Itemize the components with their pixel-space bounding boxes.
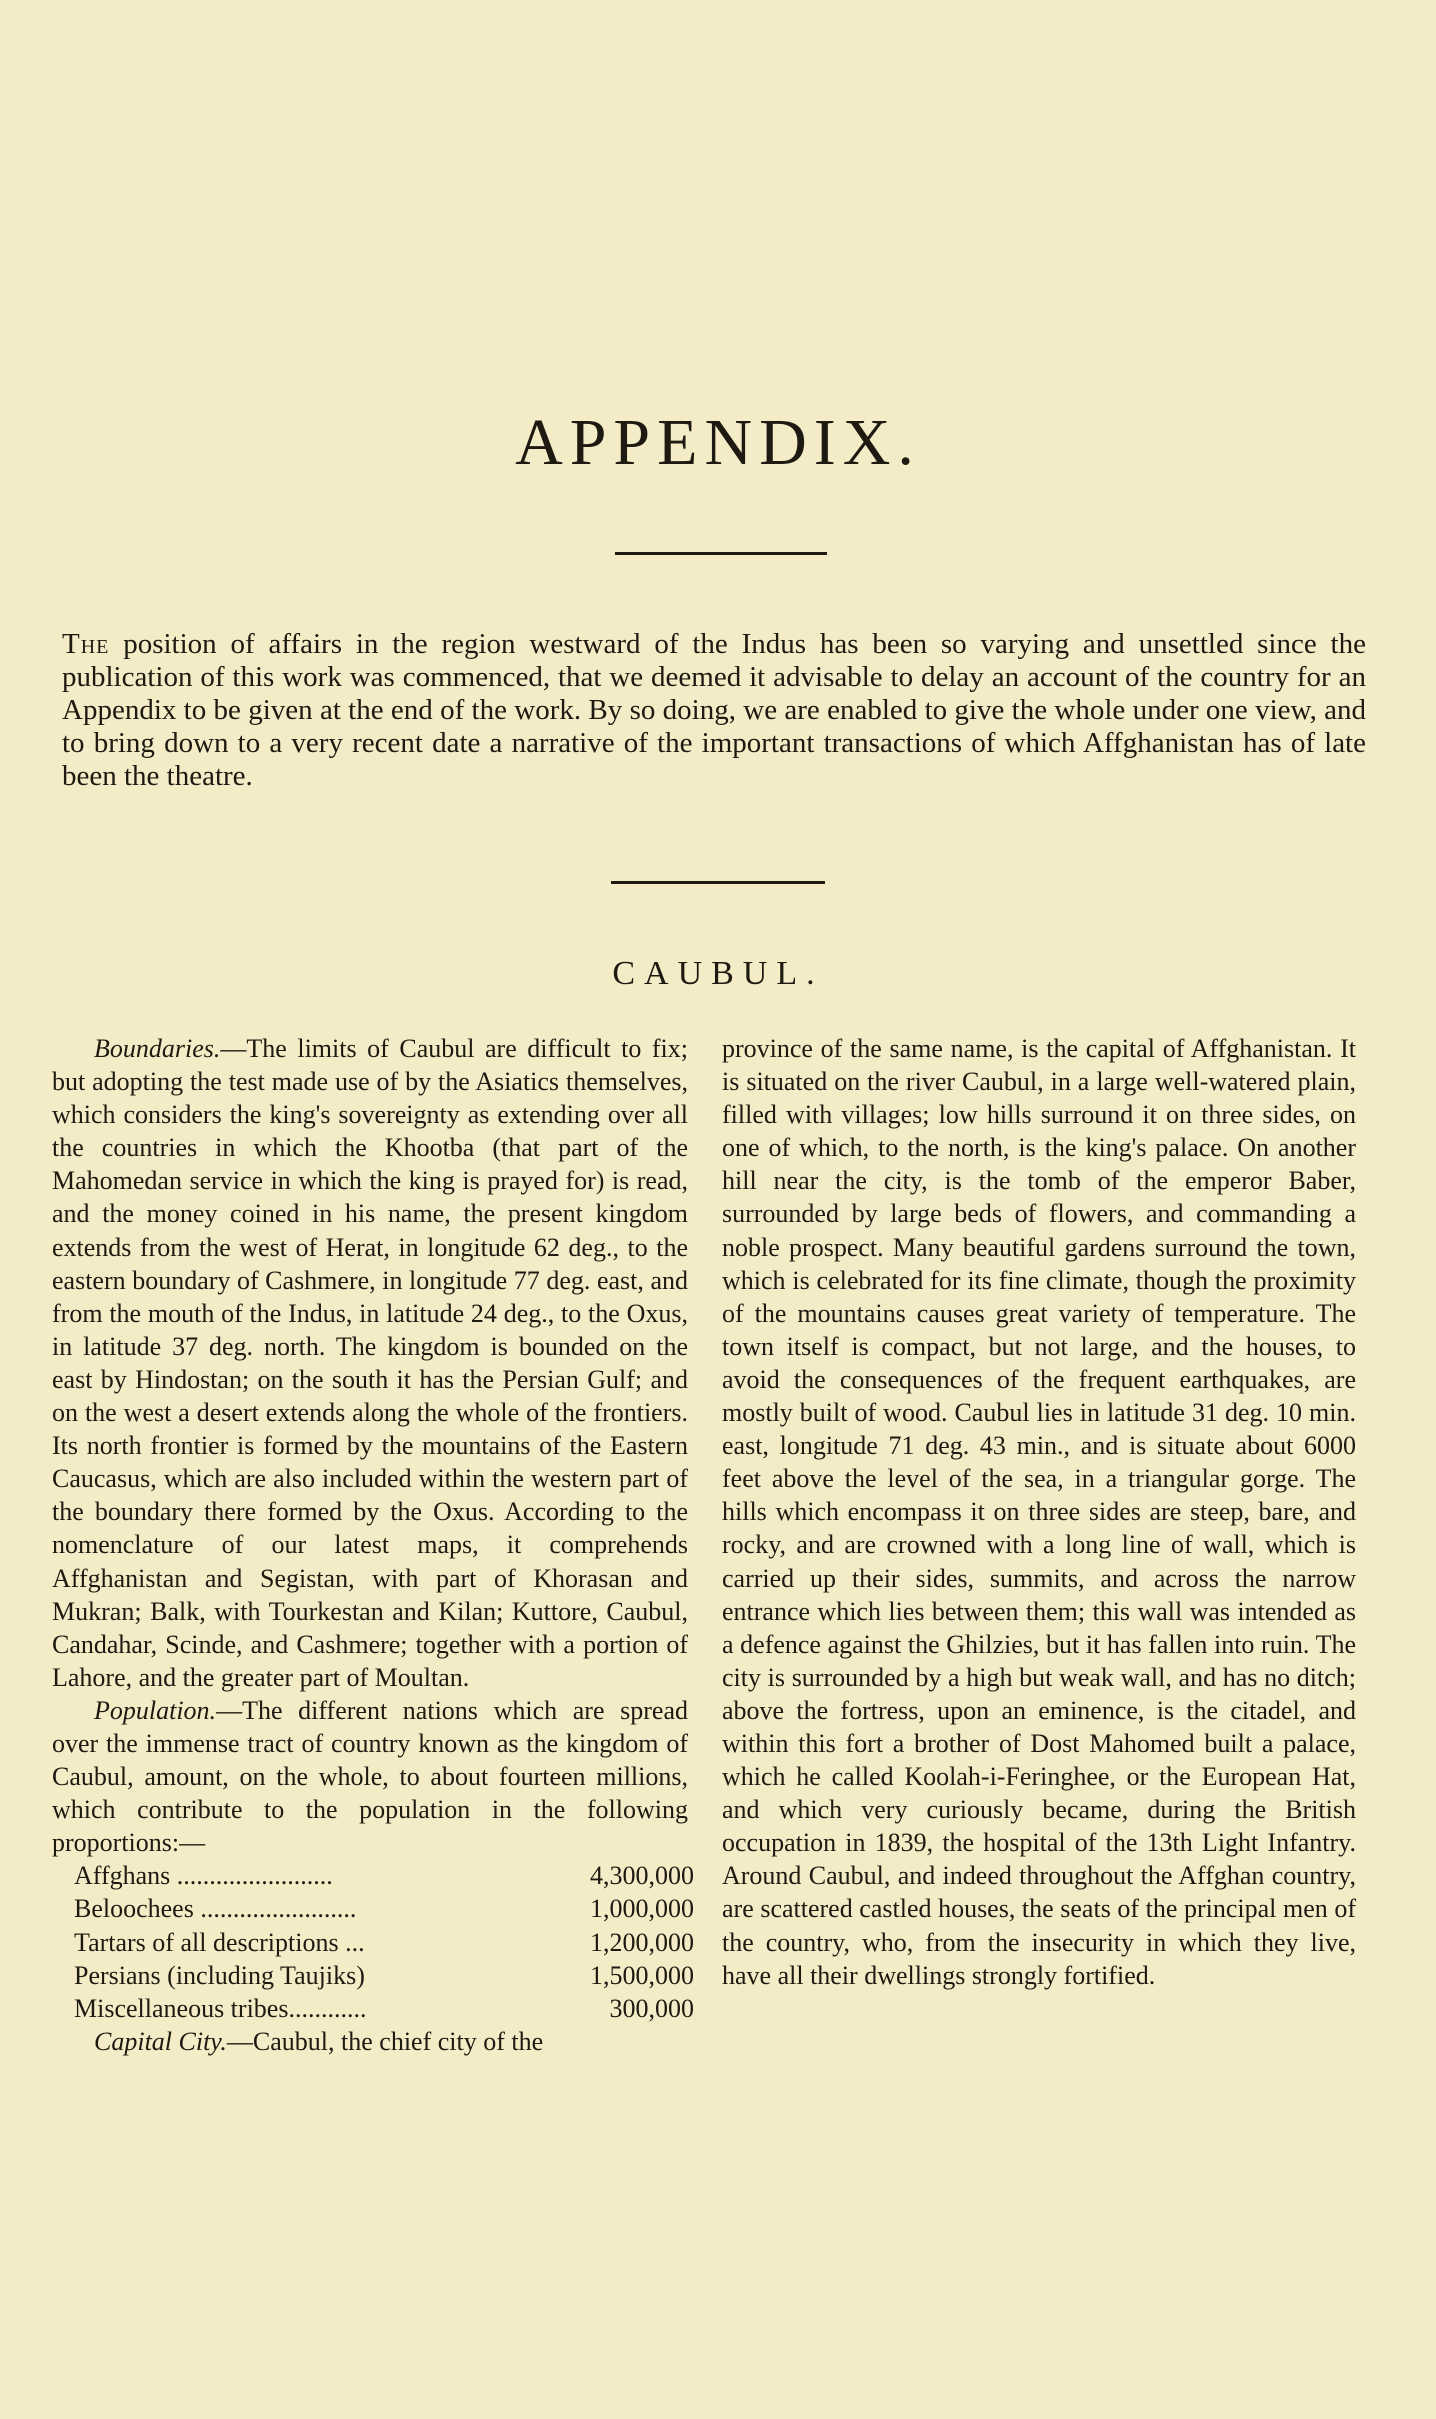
- population-text: —The different nations which are spread over the immense tract of country known as the kingdom of Caubul, amount, on the whole, to about fourteen millions, which contribute to the population in the following proportions:—: [52, 1695, 688, 1858]
- section-rule: [611, 881, 825, 884]
- population-value: 1,000,000: [590, 1894, 694, 1924]
- population-value: 1,500,000: [590, 1960, 694, 1990]
- population-paragraph: [52, 1694, 688, 1859]
- boundaries-text: —The limits of Caubul are difficult to fix; but adopting the test made use of by the Asiatics themselves, which considers the king's sovereignty as extending over all the countries in which the Khootba (that part of the Mahomedan service in which the king is prayed for) is read, and the money coined in his name, the present kingdom extends from the west of Herat, in longitude 62 deg., to the eastern boundary of Cashmere, in longitude 77 deg. east, and from the mouth of the Indus, in latitude 24 deg., to the Oxus, in latitude 37 deg. north. The kingdom is bounded on the east by Hindostan; on the south it has the Persian Gulf; and on the west a desert extends along the whole of the frontiers. Its north frontier is formed by the mountains of the Eastern Caucasus, which are also included within the western part of the boundary there formed by the Oxus. According to the nomenclature of our latest maps, it comprehends Affghanistan and Segistan, with part of Khorasan and Mukran; Balk, with Tourkestan and Kilan; Kuttore, Caubul, Candahar, Scinde, and Cashmere; together with a portion of Lahore, and the greater part of Moultan.: [52, 1034, 688, 1692]
- population-value: 1,200,000: [590, 1927, 694, 1957]
- table-row: [74, 1992, 694, 2025]
- population-label: Beloochees ........................: [74, 1894, 357, 1924]
- population-value: 4,300,000: [590, 1861, 694, 1891]
- capital-paragraph-continued: province of the same name, is the capital of Affghanistan. It is situated on the river Caubul, in a large well-watered plain, filled with villages; low hills surround it on three sides, on one of which, to the north, is the king's palace. On another hill near the city, is the tomb of the emperor Baber, surrounded by large beds of flowers, and commanding a noble prospect. Many beautiful gardens surround the town, which is celebrated for its fine climate, though the proximity of the mountains causes great variety of temperature. The town itself is compact, but not large, and the houses, to avoid the consequences of the frequent earthquakes, are mostly built of wood. Caubul lies in latitude 31 deg. 10 min. east, longitude 71 deg. 43 min., and is situate about 6000 feet above the level of the sea, in a triangular gorge. The hills which encompass it on three sides are steep, bare, and rocky, and are crowned with a long line of wall, which is carried up their sides, summits, and across the narrow entrance which lies between them; this wall was intended as a defence against the Ghilzies, but it has fallen into ruin. The city is surrounded by a high but weak wall, and has no ditch; above the fortress, upon an eminence, is the citadel, and within this fort a brother of Dost Mahomed built a palace, which he called Koolah-i-Feringhee, or the European Hat, and which very curiously became, during the British occupation in 1839, the hospital of the 13th Light Infantry. Around Caubul, and indeed throughout the Affghan country, are scattered castled houses, the seats of the principal men of the country, who, from the insecurity in which they live, have all their dwellings strongly fortified.: [722, 1034, 1356, 1990]
- population-value: 300,000: [609, 1993, 694, 2023]
- title-rule: [615, 552, 827, 555]
- page-title: APPENDIX.: [515, 406, 921, 479]
- table-row: [74, 1859, 694, 1892]
- population-label: Affghans ........................: [74, 1861, 333, 1891]
- population-label: Miscellaneous tribes............: [74, 1993, 367, 2023]
- table-row: [74, 1926, 694, 1959]
- boundaries-paragraph: [52, 1032, 688, 1694]
- population-label: Persians (including Taujiks): [74, 1960, 365, 1990]
- population-label: Tartars of all descriptions ...: [74, 1927, 365, 1957]
- intro-lead: The: [62, 628, 110, 660]
- capital-text-start: —Caubul, the chief city of the: [226, 2026, 544, 2056]
- right-column: [722, 1032, 1356, 1992]
- table-row: [74, 1959, 694, 1992]
- intro-text: position of affairs in the region westward of the Indus has been so varying and unsettled since the publication of this work was commenced, that we deemed it advisable to delay an account of the country for an Appendix to be given at the end of the work. By so doing, we are enabled to give the whole under one view, and to bring down to a very recent date a narrative of the important transactions of which Affghanistan has of late been the theatre.: [62, 628, 1366, 792]
- capital-lead: Capital City.: [94, 2026, 227, 2056]
- intro-paragraph: [62, 628, 1366, 793]
- left-column: [52, 1032, 694, 2058]
- table-row: [74, 1892, 694, 1925]
- capital-paragraph-start: [52, 2025, 688, 2058]
- section-heading: CAUBUL.: [612, 955, 824, 992]
- population-table: [74, 1859, 694, 2024]
- boundaries-lead: Boundaries.: [94, 1034, 221, 1063]
- population-lead: Population.: [94, 1695, 217, 1725]
